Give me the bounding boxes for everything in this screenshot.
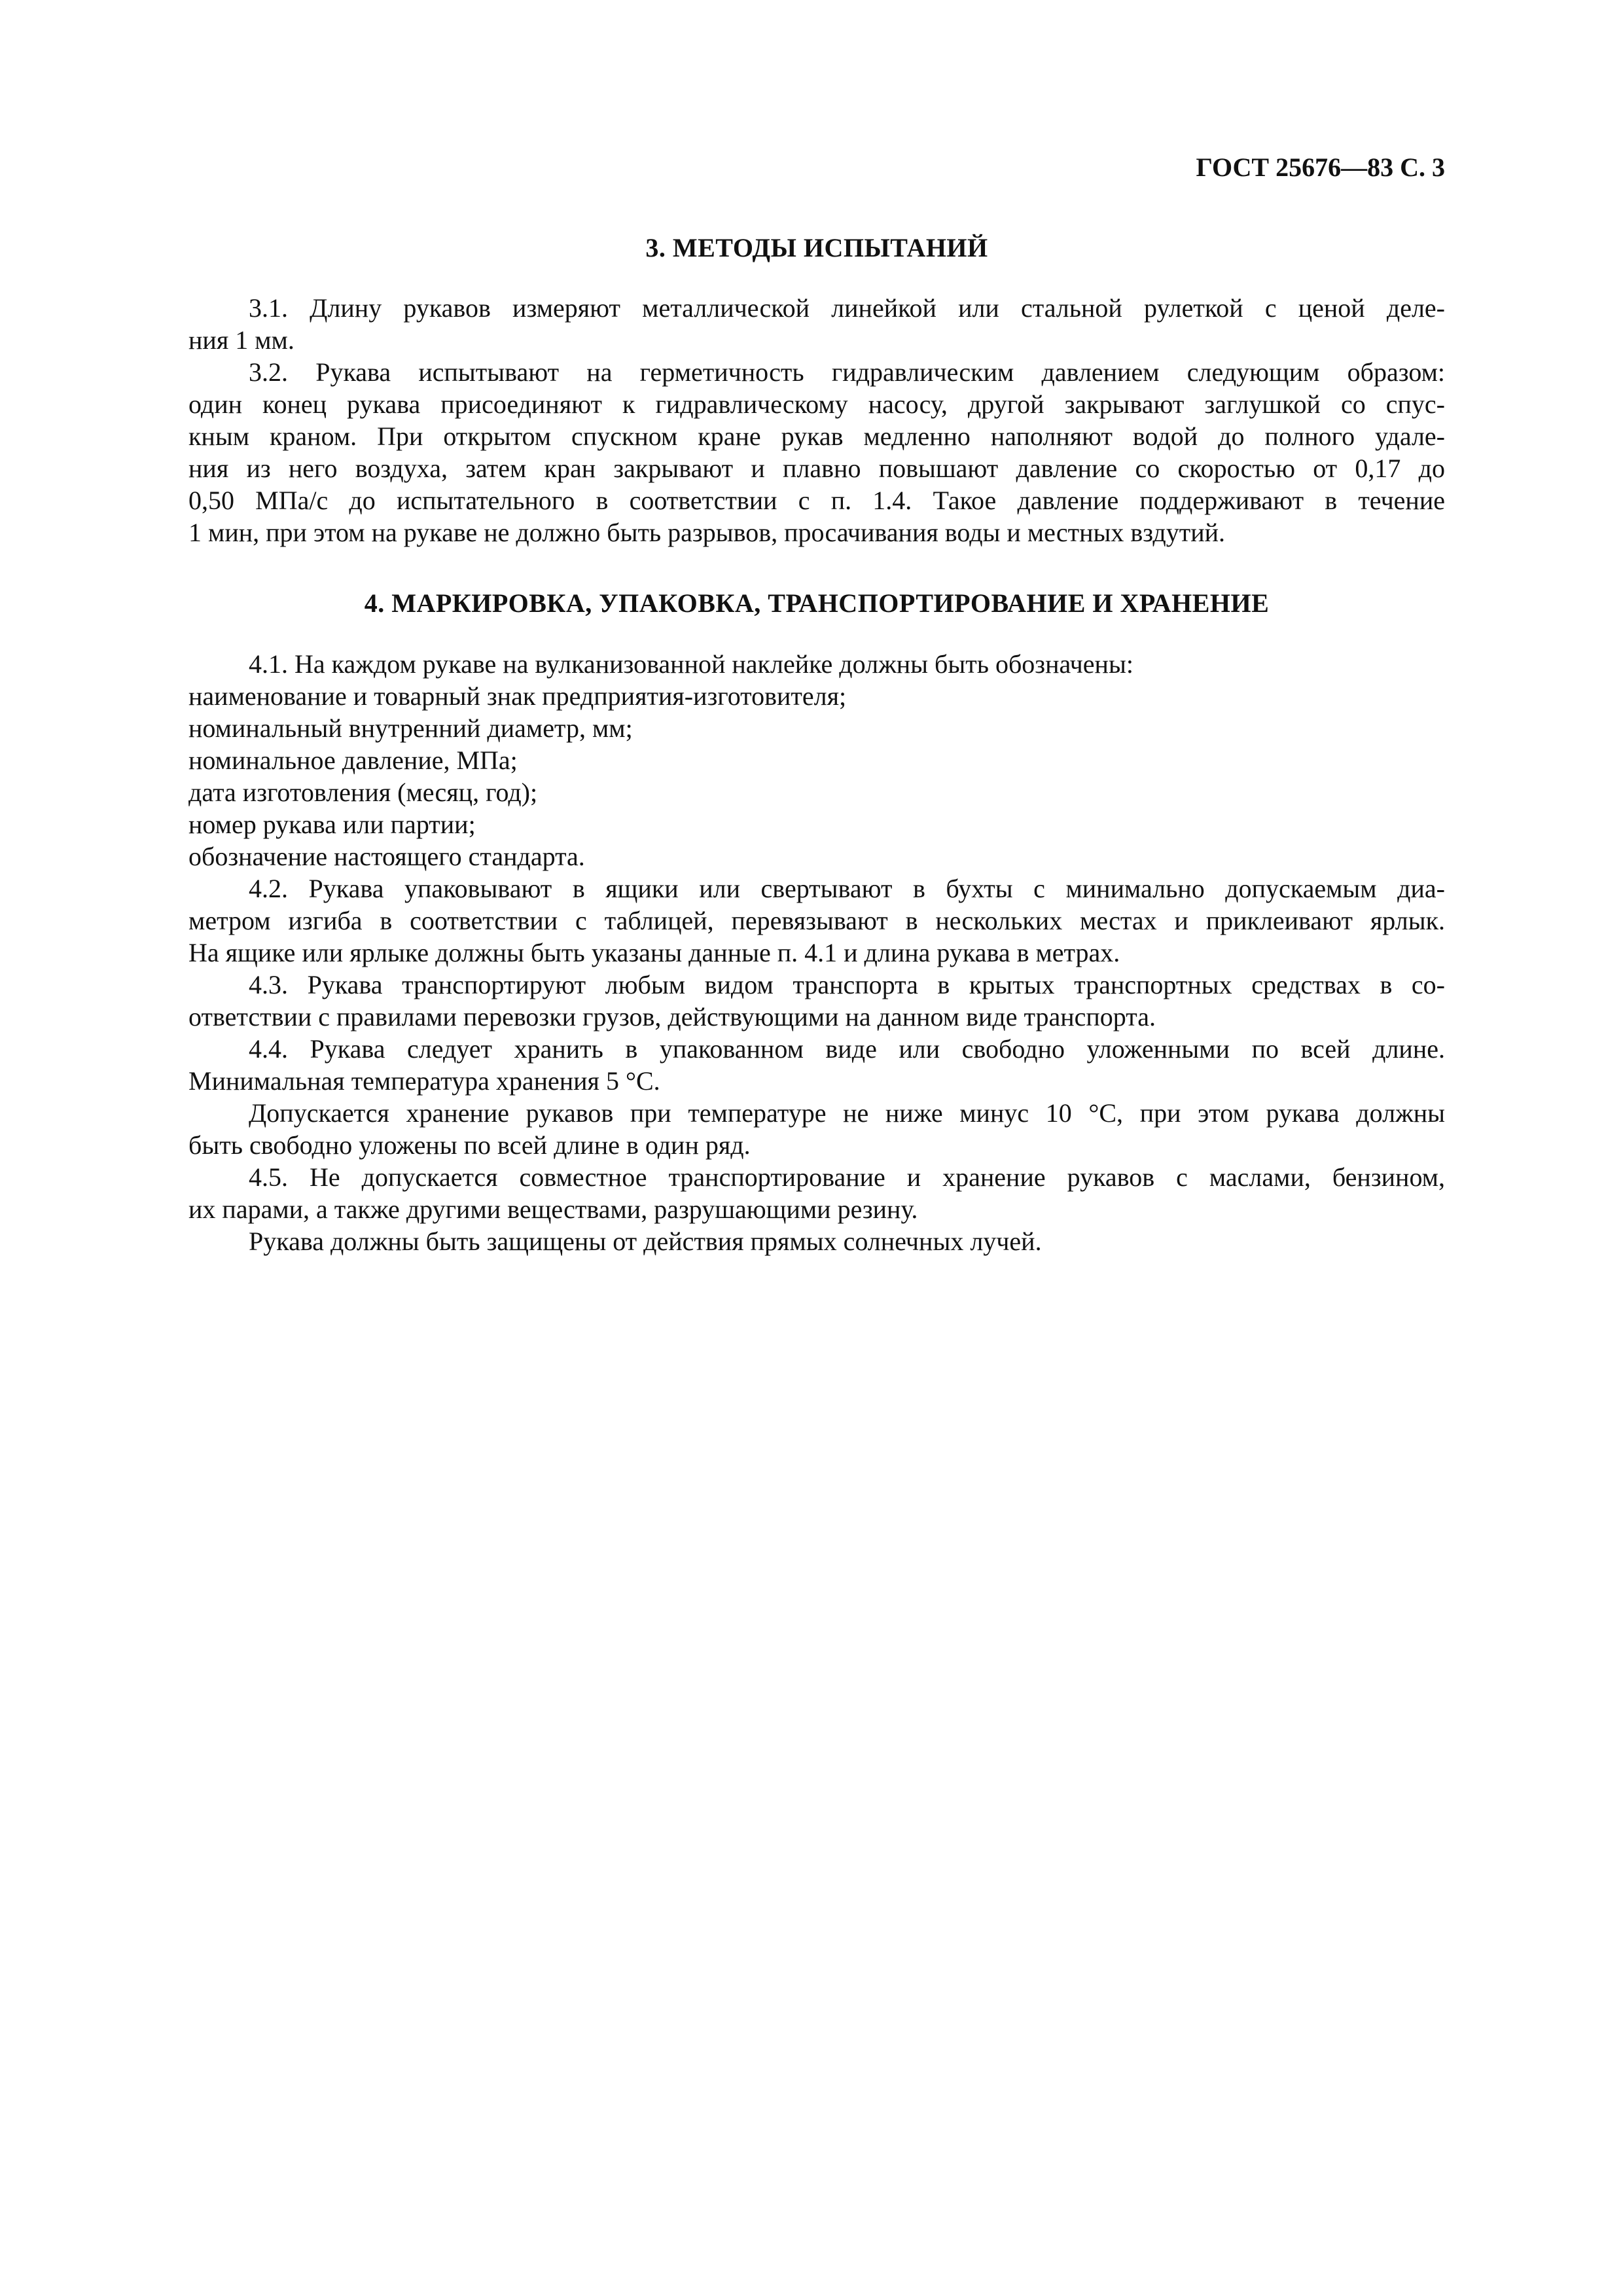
paragraph-line: ния из него воздуха, затем кран закрывают и плавно повышают давление со скоростью от 0,17 до bbox=[188, 454, 1445, 483]
paragraph-line: 4.5. Не допускается совместное транспортирование и хранение рукавов с маслами, бензином, bbox=[249, 1162, 1445, 1192]
section-3-title: 3. МЕТОДЫ ИСПЫТАНИЙ bbox=[645, 233, 988, 262]
paragraph-3-1 bbox=[188, 292, 1445, 356]
paragraph-line: быть свободно уложены по всей длине в один ряд. bbox=[188, 1130, 751, 1160]
list-item: номинальный внутренний диаметр, мм; bbox=[188, 713, 633, 743]
section-3-body bbox=[188, 292, 1445, 548]
paragraph-4-5 bbox=[188, 1161, 1445, 1225]
paragraph-line: 4.4. Рукава следует хранить в упакованном виде или свободно уложенными по всей длине. bbox=[249, 1034, 1445, 1064]
paragraph-line: Минимальная температура хранения 5 °С. bbox=[188, 1066, 660, 1096]
list-item: наименование и товарный знак предприятия-изготовителя; bbox=[188, 681, 847, 711]
paragraph-line: один конец рукава присоединяют к гидравлическому насосу, другой закрывают заглушкой со спус- bbox=[188, 389, 1445, 419]
paragraph-line: 3.1. Длину рукавов измеряют металлической линейкой или стальной рулеткой с ценой деле- bbox=[249, 293, 1445, 323]
paragraph-4-5-continued bbox=[188, 1225, 1445, 1257]
list-item: номер рукава или партии; bbox=[188, 810, 476, 839]
paragraph-line: ния 1 мм. bbox=[188, 325, 294, 355]
paragraph-line: Рукава должны быть защищены от действия прямых солнечных лучей. bbox=[249, 1227, 1042, 1256]
paragraph-line: кным краном. При открытом спускном кране рукав медленно наполняют водой до полного удале- bbox=[188, 422, 1445, 451]
paragraph-4-4 bbox=[188, 1033, 1445, 1097]
paragraph-line: их парами, а также другими веществами, разрушающими резину. bbox=[188, 1194, 918, 1224]
paragraph-line: ответствии с правилами перевозки грузов, действующими на данном виде транспорта. bbox=[188, 1002, 1156, 1031]
paragraph-4-4-continued bbox=[188, 1097, 1445, 1161]
list-item: дата изготовления (месяц, год); bbox=[188, 778, 538, 807]
running-head: ГОСТ 25676—83 С. 3 bbox=[1196, 152, 1445, 182]
paragraph-3-2 bbox=[188, 356, 1445, 548]
paragraph-line: 0,50 МПа/с до испытательного в соответствии с п. 1.4. Такое давление поддерживают в течение bbox=[188, 486, 1445, 515]
paragraph-4-3 bbox=[188, 969, 1445, 1033]
list-item: обозначение настоящего стандарта. bbox=[188, 842, 585, 871]
paragraph-4-2 bbox=[188, 872, 1445, 969]
paragraph-line: На ящике или ярлыке должны быть указаны данные п. 4.1 и длина рукава в метрах. bbox=[188, 938, 1120, 967]
paragraph-4-1 bbox=[188, 648, 1445, 872]
list-item: номинальное давление, МПа; bbox=[188, 745, 518, 775]
paragraph-line: 4.1. На каждом рукаве на вулканизованной наклейке должны быть обозначены: bbox=[249, 649, 1133, 679]
section-4-body bbox=[188, 648, 1445, 1257]
paragraph-line: 4.2. Рукава упаковывают в ящики или свертывают в бухты с минимально допускаемым диа- bbox=[249, 874, 1445, 903]
paragraph-line: Допускается хранение рукавов при температуре не ниже минус 10 °С, при этом рукава должны bbox=[249, 1098, 1445, 1128]
section-4-title: 4. МАРКИРОВКА, УПАКОВКА, ТРАНСПОРТИРОВАНИЕ И ХРАНЕНИЕ bbox=[364, 588, 1270, 618]
paragraph-line: 3.2. Рукава испытывают на герметичность гидравлическим давлением следующим образом: bbox=[249, 357, 1445, 387]
paragraph-line: 4.3. Рукава транспортируют любым видом транспорта в крытых транспортных средствах в со- bbox=[249, 970, 1445, 999]
paragraph-line: метром изгиба в соответствии с таблицей, перевязывают в нескольких местах и приклеивают ярлык. bbox=[188, 906, 1445, 935]
paragraph-line: 1 мин, при этом на рукаве не должно быть разрывов, просачивания воды и местных вздутий. bbox=[188, 518, 1226, 547]
